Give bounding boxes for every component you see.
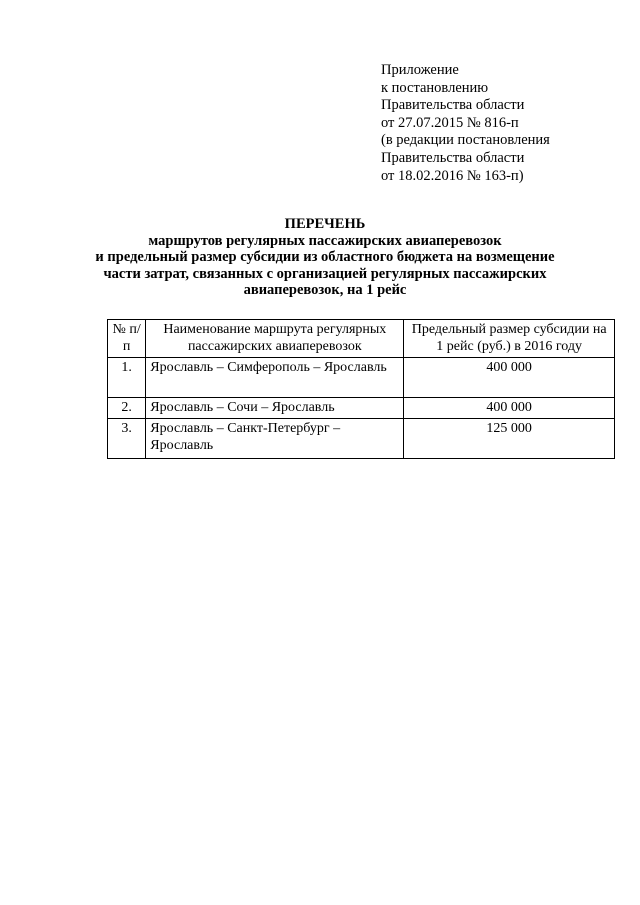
header-number: № п/п xyxy=(108,320,146,358)
row-route: Ярославль – Санкт-Петербург – Ярославль xyxy=(146,419,404,459)
appendix-line: (в редакции постановления xyxy=(381,132,550,149)
table-row xyxy=(108,419,615,459)
header-route: Наименование маршрута регулярных пассажирских авиаперевозок xyxy=(146,320,404,358)
document-title xyxy=(80,216,570,299)
row-amount: 125 000 xyxy=(404,419,615,459)
title-subtitle-line: авиаперевозок, на 1 рейс xyxy=(243,282,407,299)
row-number: 1. xyxy=(108,358,146,398)
row-route: Ярославль – Симферополь – Ярославль xyxy=(146,358,404,398)
row-amount: 400 000 xyxy=(404,358,615,398)
header-amount: Предельный размер субсидии на 1 рейс (руб.) в 2016 году xyxy=(404,320,615,358)
table-row xyxy=(108,358,615,398)
appendix-line: от 27.07.2015 № 816-п xyxy=(381,114,519,131)
row-number: 3. xyxy=(108,419,146,459)
appendix-line: от 18.02.2016 № 163-п) xyxy=(381,167,524,184)
appendix-header xyxy=(381,62,621,185)
row-amount: 400 000 xyxy=(404,398,615,419)
title-subtitle-line: части затрат, связанных с организацией регулярных пассажирских xyxy=(103,265,547,282)
row-number: 2. xyxy=(108,398,146,419)
appendix-line: Правительства области xyxy=(381,97,525,114)
subsidy-table xyxy=(107,319,615,459)
appendix-line: к постановлению xyxy=(381,79,489,96)
table-header xyxy=(108,320,615,358)
table-body xyxy=(108,358,615,459)
table-row xyxy=(108,398,615,419)
title-subtitle-line: и предельный размер субсидии из областного бюджета на возмещение xyxy=(95,249,555,266)
appendix-line: Правительства области xyxy=(381,149,525,166)
appendix-line: Приложение xyxy=(381,62,459,78)
title-subtitle-line: маршрутов регулярных пассажирских авиаперевозок xyxy=(148,232,502,249)
row-route: Ярославль – Сочи – Ярославль xyxy=(146,398,404,419)
title-heading: ПЕРЕЧЕНЬ xyxy=(284,216,366,232)
table-header-row xyxy=(108,320,615,358)
